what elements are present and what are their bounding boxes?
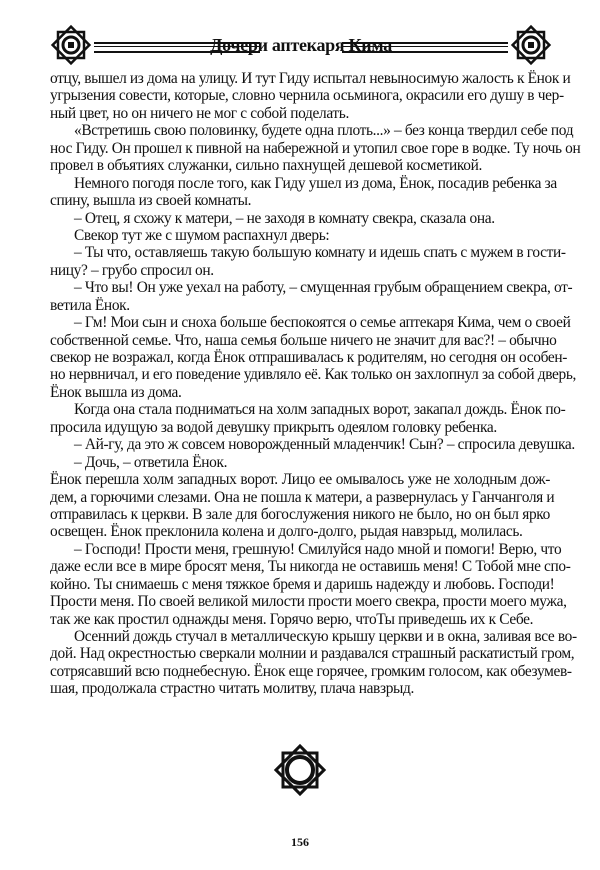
page-number: 156 <box>291 835 309 849</box>
paragraph <box>50 454 550 471</box>
text-line: – Отец, я схожу к матери, – не заходя в комнату свекра, сказала она. <box>74 209 495 227</box>
paragraph <box>50 314 577 401</box>
text-line: дем, а горючими слезами. Она не пошла к матери, а развернулась у Ганчанголя и <box>50 488 555 506</box>
text-line: – Ты что, оставляешь такую большую комнату и идешь спать с мужем в гости- <box>74 244 566 262</box>
text-line: собственной семье. Что, наша семья больше ничего не значит для вас?! – обычно <box>50 331 557 349</box>
text-line: просила идущую за водой девушку прикрыть одеялом головку ребенка. <box>50 418 497 436</box>
text-line: сотрясавший всю поднебесную. Ёнок еще горячее, громким голосом, как обезумев- <box>50 662 572 680</box>
text-line: шая, продолжала страстно читать молитву, плача навзрыд. <box>50 680 415 698</box>
text-line: дой. Над окрестностью сверкали молнии и раздавался страшный раскатистый гром, <box>50 645 575 663</box>
paragraph <box>50 436 575 454</box>
paragraph <box>50 471 555 541</box>
text-line: отцу, вышел из дома на улицу. И тут Гиду испытал невыносимую жалость к Ёнок и <box>50 70 571 87</box>
text-line: но нервничал, и его поведение удивляло её. Как только он захлопнул за собой дверь, <box>50 366 577 384</box>
text-line: угрызения совести, которые, словно чернила осьминога, окрасили его душу в чер- <box>50 87 564 105</box>
text-line: «Встретишь свою половинку, будете одна плоть...» – без конца твердил себе под <box>74 122 574 140</box>
text-line: – Господи! Прости меня, грешную! Смилуйся надо мной и помоги! Верю, что <box>74 540 562 558</box>
text-line: ветила Ёнок. <box>50 296 130 314</box>
text-line: даже если все в мире бросят меня, Ты никогда не оставишь меня! С Тобой мне спо- <box>50 558 571 576</box>
text-line: ницу? – грубо спросил он. <box>50 261 214 279</box>
text-line: нос Гиду. Он прошел к пивной на набережной и утопил свое горе в водке. Ту ночь он <box>50 139 581 157</box>
text-line: – Гм! Мои сын и сноха больше беспокоятся о семье аптекаря Кима, чем о своей <box>74 314 571 332</box>
paragraph <box>50 70 571 122</box>
paragraph <box>50 174 557 210</box>
text-line: отправилась к церкви. В зале для богослужения никого не было, но он был ярко <box>50 505 550 523</box>
paragraph <box>50 628 577 698</box>
ornament-bottom-icon <box>270 740 330 800</box>
text-line: Прости меня. По своей великой милости прости моего свекра, прости моего мужа, <box>50 593 567 611</box>
running-title: Дочери аптекаря Кима <box>210 35 392 55</box>
text-line: провел в объятиях служанки, сильно пахнущей дешевой косметикой. <box>50 157 483 175</box>
text-line: спину, вышла из своей комнаты. <box>50 192 252 210</box>
text-line: освещен. Ёнок преклонила колена и долго-долго, рыдая навзрыд, молилась. <box>50 523 523 541</box>
text-line: койно. Ты снимаешь с меня тяжкое бремя и даришь надежду и любовь. Господи! <box>50 575 555 593</box>
text-line: ный цвет, но он ничего не мог с собой поделать. <box>50 104 349 122</box>
text-line: – Что вы! Он уже уехал на работу, – смущенная грубым обращением свекра, от- <box>74 279 573 297</box>
paragraph <box>50 227 550 244</box>
running-header <box>48 22 554 68</box>
text-line: Немного погодя после того, как Гиду ушел из дома, Ёнок, посадив ребенка за <box>74 174 557 192</box>
header-rule-right <box>342 42 508 53</box>
text-line: Когда она стала подниматься на холм западных ворот, закапал дождь. Ёнок по- <box>74 401 566 419</box>
text-line: Осенний дождь стучал в металлическую крышу церкви и в окна, заливая все во- <box>74 628 577 645</box>
text-line: Свекор тут же с шумом распахнул дверь: <box>74 226 330 244</box>
paragraph <box>50 210 550 227</box>
page-body-text <box>50 70 581 698</box>
text-line: так же как простил однажды меня. Горячо верю, чтоТы приведешь их к Себе. <box>50 610 534 628</box>
text-line: свекор не возражал, когда Ёнок отпрашивалась к родителям, но сегодня он особен- <box>50 349 567 366</box>
ornament-right-icon <box>508 22 554 68</box>
text-line: Ёнок вышла из дома. <box>50 383 182 401</box>
paragraph <box>50 401 566 436</box>
paragraph <box>50 279 573 314</box>
text-line: Ёнок перешла холм западных ворот. Лицо ее омывалось уже не холодным дож- <box>50 471 550 489</box>
paragraph <box>50 244 566 279</box>
text-line: – Ай-гу, да это ж совсем новорожденный младенчик! Сын? – спросила девушка. <box>74 436 575 454</box>
text-line: – Дочь, – ответила Ёнок. <box>74 453 228 471</box>
paragraph <box>50 122 581 175</box>
paragraph <box>50 540 571 628</box>
